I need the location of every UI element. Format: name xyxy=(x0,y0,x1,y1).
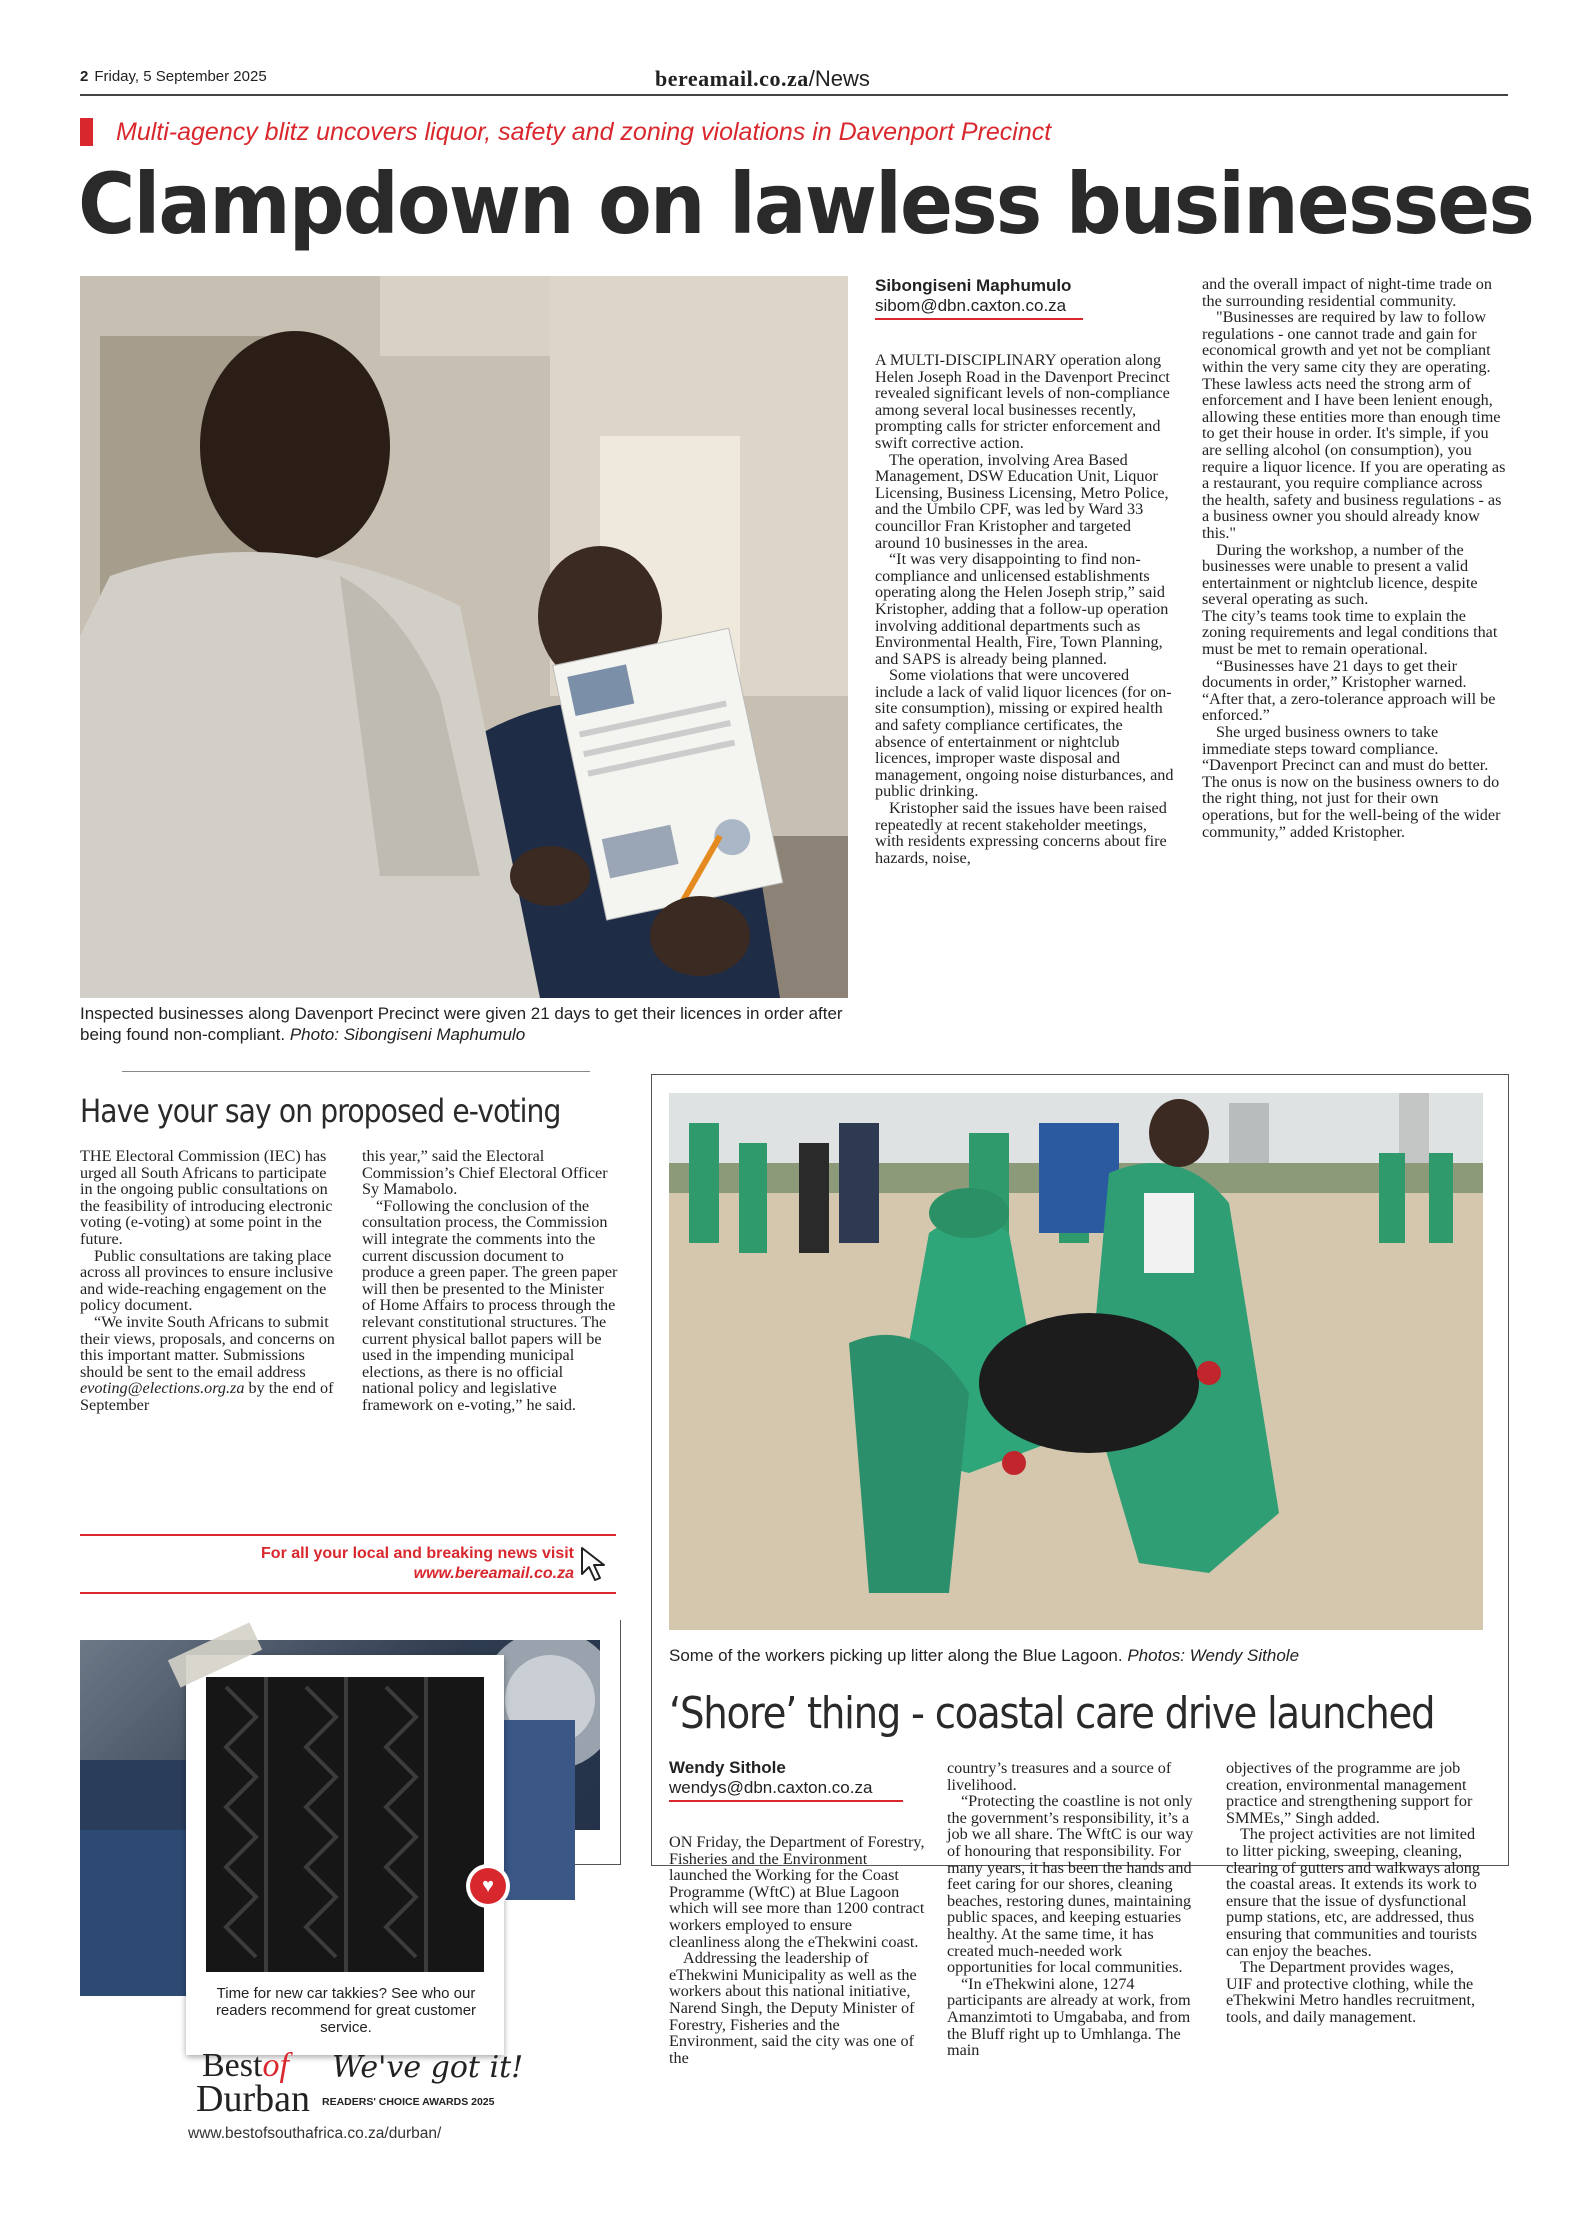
shore-column-3 xyxy=(1226,1760,1482,2026)
header-rule xyxy=(80,94,1508,96)
cursor-icon xyxy=(578,1546,612,1582)
lead-photo-caption xyxy=(80,1003,848,1045)
paragraph: Public consultations are taking place across all provinces to ensure inclusive and wide-reaching engagement on the policy document. xyxy=(80,1246,334,1315)
paragraph: objectives of the programme are job creation, environmental management practice and strengthening support for SMMEs,” Singh added. xyxy=(1226,1759,1473,1827)
paragraph: She urged business owners to take immediate steps toward compliance. xyxy=(1202,723,1439,758)
shore-column-2 xyxy=(947,1760,1197,2059)
tyre-image xyxy=(206,1677,484,1972)
paragraph: “Davenport Precinct can and must do better. The onus is now on the business owners to do the right thing, not just for their own operations, but for the well-being of the wider community,” added Kristopher. xyxy=(1202,756,1501,841)
paragraph: Kristopher said the issues have been raised repeatedly at recent stakeholder meetings, with residents expressing concerns about fire hazards, noise, xyxy=(875,799,1167,867)
shore-headline: ‘Shore’ thing - coastal care drive launched xyxy=(669,1688,1435,1739)
paragraph: ON Friday, the Department of Forestry, Fisheries and the Environment launched the Working for the Coast Programme (WftC) at Blue Lagoon which will see more than 1200 contract workers employed to ensure cleanliness along the eThekwini coast. xyxy=(669,1833,925,1951)
site-name: bereamail.co.za xyxy=(655,66,809,91)
byline-rule xyxy=(669,1800,903,1802)
caption-text: Some of the workers picking up litter along the Blue Lagoon. xyxy=(669,1646,1123,1665)
ad-mechanic-arm xyxy=(495,1720,575,1900)
lead-column-1 xyxy=(875,352,1177,866)
paragraph: “In eThekwini alone, 1274 participants are already at work, from Amanzimtoti to Umgababa, and from the Bluff right up to Umhlanga. The main xyxy=(947,1974,1191,2060)
promo-rule-top xyxy=(80,1534,616,1536)
paragraph: Addressing the leadership of eThekwini Municipality as well as the workers about this national initiative, Narend Singh, the Deputy Minister of Forestry, Fisheries and the Environment, said the city was one of the xyxy=(669,1949,917,2067)
page-folio xyxy=(80,68,267,85)
promo-text: For all your local and breaking news visit xyxy=(261,1545,574,1562)
shore-author-email: wendys@dbn.caxton.co.za xyxy=(669,1778,873,1797)
paragraph: “Protecting the coastline is not only the government’s responsibility, it’s a job we all share. The WftC is our way of honouring that responsibility. For many years, it has been the hands and feet caring for our shores, cleaning beaches, restoring dunes, maintaining public spaces, and keeping estuaries healthy. At the same time, it has created much-needed work opportunities for local communities. xyxy=(947,1792,1194,1977)
paragraph: A MULTI-DISCIPLINARY operation along Helen Joseph Road in the Davenport Precinct revealed significant levels of non-compliance among several local businesses recently, prompting calls for stricter enforcement and swift corrective action. xyxy=(875,351,1170,452)
section-rule xyxy=(122,1071,590,1072)
shore-column-1 xyxy=(669,1834,925,2066)
shore-photo-illustration xyxy=(669,1093,1483,1630)
shore-photo-caption xyxy=(669,1645,1483,1666)
paragraph xyxy=(80,1314,342,1414)
shore-photo xyxy=(669,1093,1483,1630)
ad-awards-label: READERS' CHOICE AWARDS 2025 xyxy=(322,2096,495,2108)
issue-date: Friday, 5 September 2025 xyxy=(94,68,267,85)
lead-headline: Clampdown on lawless businesses xyxy=(78,155,1534,253)
paragraph: and the overall impact of night-time trade on the surrounding residential community. xyxy=(1202,275,1492,310)
section-name: /News xyxy=(808,66,870,91)
ad-logo-durban: Durban xyxy=(196,2078,310,2120)
paragraph: “It was very disappointing to find non-compliance and unlicensed establishments operating along the Helen Joseph strip,” said Kristopher, adding that a follow-up operation involving additional departments such as Environmental Health, Fire, Town Planning, and SAPS is already being planned. xyxy=(875,550,1169,668)
evoting-email: evoting@elections.org.za xyxy=(80,1379,245,1398)
shore-author: Wendy Sithole xyxy=(669,1758,786,1777)
paragraph: The Department provides wages, UIF and protective clothing, while the eThekwini Metro handles recruitment, tools, and daily management. xyxy=(1226,1958,1476,2026)
lead-author: Sibongiseni Maphumulo xyxy=(875,276,1072,295)
paragraph: THE Electoral Commission (IEC) has urged all South Africans to participate in the ongoing public consultations on the feasibility of introducing electronic voting (e-voting) at some point in the future. xyxy=(80,1147,333,1248)
promo-rule-bottom xyxy=(80,1592,616,1594)
photo-credit: Photos: Wendy Sithole xyxy=(1127,1646,1300,1665)
promo-link[interactable]: www.bereamail.co.za xyxy=(413,1565,574,1582)
paragraph: “Businesses have 21 days to get their documents in order,” Kristopher warned. “After that, a zero-tolerance approach will be enforced.” xyxy=(1202,656,1496,725)
logo-word-of: of xyxy=(262,2047,289,2084)
ad-slogan: We've got it! xyxy=(332,2050,524,2085)
kicker-marker xyxy=(80,118,93,146)
photo-credit: Photo: Sibongiseni Maphumulo xyxy=(289,1025,526,1044)
lead-author-email: sibom@dbn.caxton.co.za xyxy=(875,296,1067,315)
paragraph-tail: by the end of September xyxy=(80,1379,334,1414)
masthead-section xyxy=(655,66,870,92)
byline-rule xyxy=(875,318,1083,320)
lead-column-2 xyxy=(1202,276,1506,840)
caption-text: Inspected businesses along Davenport Precinct were given 21 days to get their licences in order after being found non-compliant. xyxy=(80,1004,843,1044)
paragraph: country’s treasures and a source of livelihood. xyxy=(947,1759,1172,1794)
lead-photo-illustration xyxy=(80,276,848,998)
paragraph: The project activities are not limited to litter picking, sweeping, cleaning, clearing of gutters and walkways along the coastal areas. It extends its work to ensure that the issue of dysfunctional pump stations, etc, are addressed, thus ensuring that communities and tourists can enjoy the beaches. xyxy=(1226,1825,1480,1960)
paragraph-text: “We invite South Africans to submit their views, proposals, and concerns on this important matter. Submissions should be sent to the email address xyxy=(80,1312,335,1381)
paragraph: During the workshop, a number of the businesses were unable to present a valid entertainment or nightclub licence, despite several operating as such. xyxy=(1202,540,1478,609)
lead-photo xyxy=(80,276,848,998)
paragraph: The operation, involving Area Based Management, DSW Education Unit, Liquor Licensing, Business Licensing, Metro Police, and the Umbilo CPF, was led by Ward 33 councillor Fran Kristopher and targeted around 10 businesses in the area. xyxy=(875,450,1169,552)
ad-copy: Time for new car takkies? See who our readers recommend for great customer service. xyxy=(215,1985,477,2036)
paragraph: The city’s teams took time to explain the zoning requirements and legal conditions that must be met to remain operational. xyxy=(1202,606,1498,659)
kicker: Multi-agency blitz uncovers liquor, safety and zoning violations in Davenport Precinct xyxy=(116,118,1052,146)
paragraph: “Following the conclusion of the consultation process, the Commission will integrate the comments into the current discussion document to produce a green paper. The green paper will then be presented to the Minister of Home Affairs to process through the relevant constitutional structures. The current physical ballot papers will be used in the impending municipal elections, as there is no official national policy and legislative framework on e-voting,” he said. xyxy=(362,1196,618,1414)
evoting-column-1 xyxy=(80,1148,342,1414)
evoting-column-2 xyxy=(362,1148,618,1414)
heart-icon: ♥ xyxy=(470,1868,506,1904)
evoting-headline: Have your say on proposed e-voting xyxy=(80,1092,561,1130)
ad-url[interactable]: www.bestofsouthafrica.co.za/durban/ xyxy=(188,2125,442,2142)
logo-word-best: Best xyxy=(202,2047,263,2084)
page-number: 2 xyxy=(80,68,89,85)
paragraph: Some violations that were uncovered include a lack of valid liquor licences (for on-site consumption), missing or expired health and safety compliance certificates, the absence of entertainment or nightclub licences, improper waste disposal and management, ongoing noise disturbances, and public drinking. xyxy=(875,666,1174,801)
paragraph: "Businesses are required by law to follow regulations - one cannot trade and gain for economical growth and yet not be compliant within the very same city they are operating. These lawless acts need the strong arm of enforcement and I have been lenient enough, allowing these entities more than enough time to get their house in order. It's simple, if you are selling alcohol (on consumption), you require a liquor licence. If you are operating as a restaurant, you require compliance across the health, safety and business regulations - as a business owner you should already know this." xyxy=(1202,308,1506,542)
paragraph: this year,” said the Electoral Commission’s Chief Electoral Officer Sy Mamabolo. xyxy=(362,1147,608,1199)
